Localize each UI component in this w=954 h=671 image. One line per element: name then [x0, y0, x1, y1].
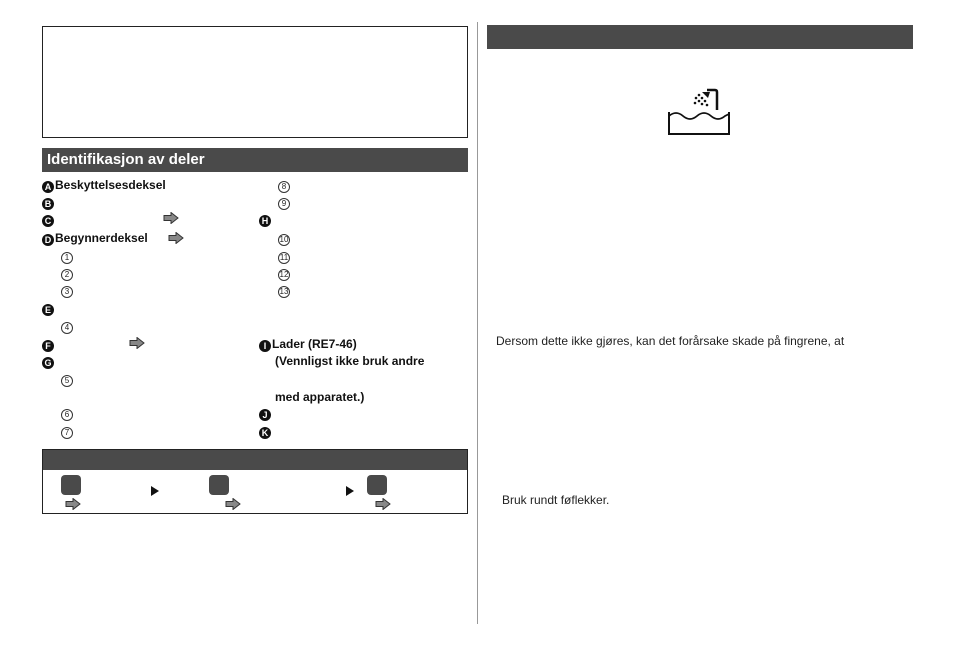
- part-i: [259, 336, 357, 352]
- marker-10: 10: [279, 235, 289, 244]
- part-7: [61, 423, 73, 439]
- part-i-note-2: med apparatet.): [275, 390, 365, 404]
- marker-1: 1: [61, 252, 73, 264]
- marker-5: 5: [61, 375, 73, 387]
- marker-g: G: [42, 357, 54, 369]
- part-b: [42, 194, 55, 210]
- part-10: [278, 230, 290, 246]
- marker-4: 4: [61, 322, 73, 334]
- step-triangle-icon: [151, 486, 159, 496]
- step-badge-3: [367, 475, 387, 495]
- part-a-label: Beskyttelsesdeksel: [55, 178, 166, 192]
- part-g: [42, 353, 55, 369]
- marker-a: A: [42, 181, 54, 193]
- part-a: [42, 177, 166, 193]
- step-badge-2: [209, 475, 229, 495]
- shower-bath-icon: [666, 86, 732, 136]
- marker-d: D: [42, 234, 54, 246]
- marker-13: 13: [279, 287, 289, 296]
- reference-arrow-icon: [65, 498, 81, 510]
- top-note-box: [42, 26, 468, 138]
- part-3: [61, 282, 73, 298]
- part-k: [259, 423, 272, 439]
- marker-6: 6: [61, 409, 73, 421]
- usage-note-text: Bruk rundt føflekker.: [502, 493, 610, 507]
- right-header-bar: [487, 25, 913, 49]
- part-8: [278, 177, 290, 193]
- steps-header: [43, 450, 467, 470]
- marker-12: 12: [279, 270, 289, 279]
- part-5: [61, 371, 73, 387]
- part-d: [42, 230, 148, 246]
- part-9: [278, 194, 290, 210]
- column-divider: [477, 22, 478, 624]
- part-13: [278, 282, 290, 298]
- reference-arrow-icon: [375, 498, 391, 510]
- part-12: [278, 265, 290, 281]
- part-i-label: Lader (RE7-46): [272, 337, 357, 351]
- marker-9: 9: [278, 198, 290, 210]
- warning-text: Dersom dette ikke gjøres, kan det forårsake skade på fingrene, at: [496, 334, 845, 348]
- step-triangle-icon: [346, 486, 354, 496]
- marker-i: I: [259, 340, 271, 352]
- marker-k: K: [259, 427, 271, 439]
- reference-arrow-icon: [163, 212, 179, 224]
- marker-c: C: [42, 215, 54, 227]
- part-11: [278, 248, 290, 264]
- reference-arrow-icon: [225, 498, 241, 510]
- marker-3: 3: [61, 286, 73, 298]
- part-i-note-1: (Vennligst ikke bruk andre: [275, 354, 425, 368]
- marker-h: H: [259, 215, 271, 227]
- marker-11: 11: [279, 253, 289, 262]
- part-e: [42, 300, 55, 316]
- marker-2: 2: [61, 269, 73, 281]
- part-c: [42, 211, 55, 227]
- marker-8: 8: [278, 181, 290, 193]
- part-4: [61, 318, 73, 334]
- part-j: [259, 405, 272, 421]
- marker-7: 7: [61, 427, 73, 439]
- part-2: [61, 265, 73, 281]
- section-header: [42, 148, 468, 172]
- part-6: [61, 405, 73, 421]
- section-title: Identifikasjon av deler: [47, 151, 205, 168]
- part-f: [42, 336, 55, 352]
- marker-b: B: [42, 198, 54, 210]
- reference-arrow-icon: [129, 337, 145, 349]
- part-h: [259, 211, 272, 227]
- part-d-label: Begynnerdeksel: [55, 231, 148, 245]
- marker-f: F: [42, 340, 54, 352]
- marker-j: J: [259, 409, 271, 421]
- reference-arrow-icon: [168, 232, 184, 244]
- steps-box: [42, 449, 468, 514]
- part-1: [61, 248, 73, 264]
- step-badge-1: [61, 475, 81, 495]
- marker-e: E: [42, 304, 54, 316]
